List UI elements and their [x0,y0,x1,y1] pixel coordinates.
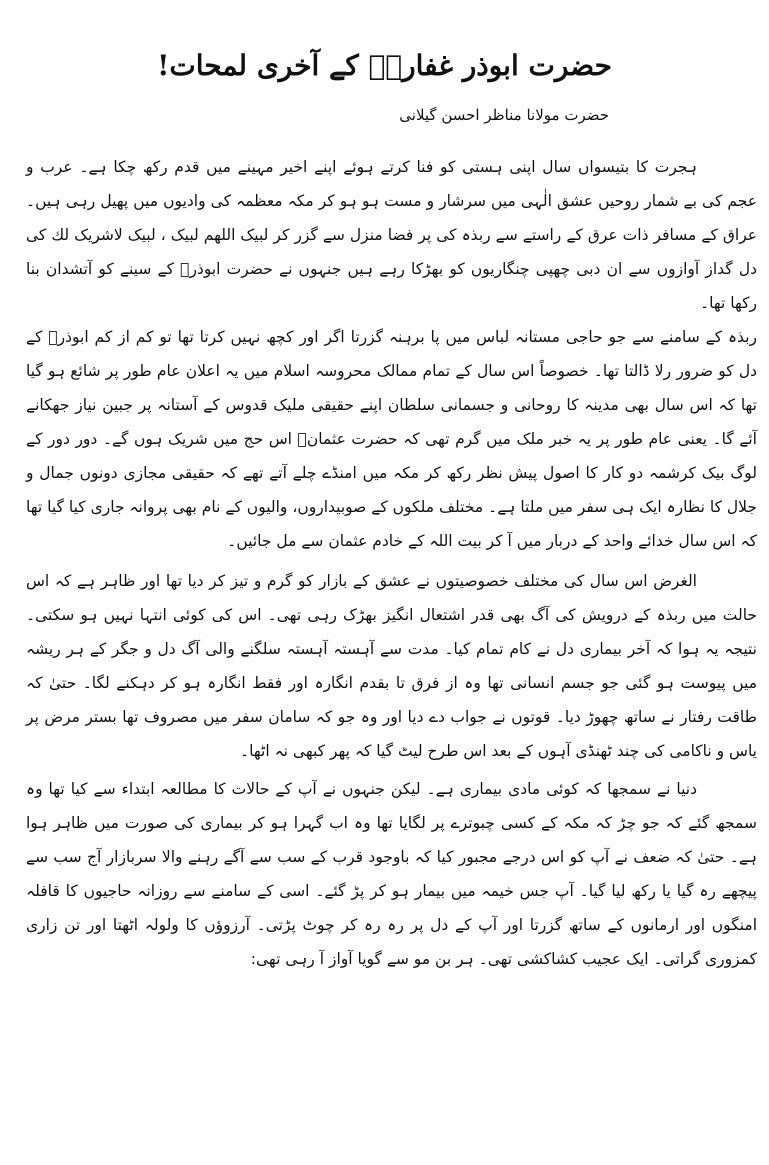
paragraph: دنیا نے سمجھا کہ کوئی مادی بیماری ہے۔ لیکن جنہوں نے آپ کے حالات کا مطالعہ ابتداء سے کیا تھا وہ سمجھ گئے کہ جو چڑ کہ مکہ کے کسی چبوترے پر لگایا تھا وہ اب گہرا ہو کر بیماری کی صورت میں ظاہر ہوا ہے۔ حتیٰ کہ ضعف نے آپ کو اس درجے مجبور کیا کہ باوجود قرب کے سب سے آگے رہنے والا سربازار آج سب سے پیچھے رہ گیا یا رکھ لیا گیا۔ آپ جس خیمہ میں بیمار ہو کر پڑ گئے۔ اسی کے سامنے سے روزانہ حاجیوں کا قافلہ امنگوں اور ارمانوں کے ساتھ گزرتا اور آپ کے دل پر رہ رہ کر چوٹ پڑتی۔ آرزوؤں کا ولولہ اٹھتا اور تن زاری کمزوری گراتی۔ ایک عجیب کشاکشی تھی۔ ہر بن مو سے گویا آواز آ رہی تھی: [26,780,757,968]
article-body [26,150,757,976]
paragraph: الغرض اس سال کی مختلف خصوصیتوں نے عشق کے بازار کو گرم و تیز کر دیا تھا اور ظاہر ہے کہ اس حالت میں ربذہ کے درویش کی آگ بھی قدر اشتعال انگیز بھڑک رہی تھی۔ اس کی کوئی انتہا نہیں ہو سکتی۔ نتیجہ یہ ہوا کہ آخر بیماری دل نے کام تمام کیا۔ مدت سے آہستہ آہستہ سلگنے والی آگ دل و جگر کے ہر ریشہ میں پیوست ہو گئی جو جسم انسانی تھا وہ از فرق تا بقدم انگارہ اور فقط انگارہ ہو کر دہکنے لگا۔ حتیٰ کہ طاقت رفتار نے ساتھ چھوڑ دیا۔ قوتوں نے جواب دے دیا اور وہ جو کہ سامان سفر میں مصروف تھا بستر مرض پر یاس و ناکامی کی چند ٹھنڈی آہوں کے بعد اس طرح لیٹ گیا کہ پھر کبھی نہ اٹھا۔ [26,572,757,760]
article-title: حضرت ابوذر غفاریؓ کے آخری لمحات! [157,49,612,82]
article-author: حضرت مولانا مناظر احسن گیلانی [399,106,609,124]
paragraph: ربذہ کے سامنے سے جو حاجی مستانہ لباس میں پا برہنہ گزرتا اگر اور کچھ نہیں کرتا تھا تو کم از کم ابوذرؓ کے دل کو ضرور رلا ڈالتا تھا۔ خصوصاً اس سال کے تمام ممالک محروسہ اسلام میں یہ اعلان عام طور پر شائع ہو گیا تھا کہ اس سال بھی مدینہ کا روحانی و جسمانی سلطان اپنے حقیقی ملیک قدوس کے آستانہ پر جبین نیاز جھکانے آئے گا۔ یعنی عام طور پر یہ خبر ملک میں گرم تھی کہ حضرت عثمانؓ اس حج میں شریک ہوں گے۔ دور دور کے لوگ بیک کرشمہ دو کار کا اصول پیش نظر رکھ کر مکہ میں امنڈے چلے آتے تھے کہ حقیقی مجازی دونوں جمال و جلال کا نظارہ ایک ہی سفر میں ملتا ہے۔ مختلف ملکوں کے صوبیداروں، والیوں کے نام بھی پروانہ جاری کیا گیا تھا کہ اس سال خدائے واحد کے دربار میں آ کر بیت اللہ کے خادم عثمان سے مل جائیں۔ [26,328,757,550]
paragraph: ہجرت کا بتیسواں سال اپنی ہستی کو فنا کرتے ہوئے اپنے اخیر مہینے میں قدم رکھ چکا ہے۔ عرب و عجم کی بے شمار روحیں عشق الٰہی میں سرشار و مست ہو ہو کر مکہ معظمہ کی وادیوں میں پھیل رہی ہیں۔ عراق کے مسافر ذات عرق کے راستے سے ربذہ کی پر فضا منزل سے گزر کر لبیک اللهم لبیک ، لبیک لاشریک لك کی دل گداز آوازوں سے ان دبی چھپی چنگاریوں کو بھڑکا رہے ہیں جنہوں نے حضرت ابوذرؓ کے سینے کو آتشدان بنا رکھا تھا۔ [26,158,757,312]
